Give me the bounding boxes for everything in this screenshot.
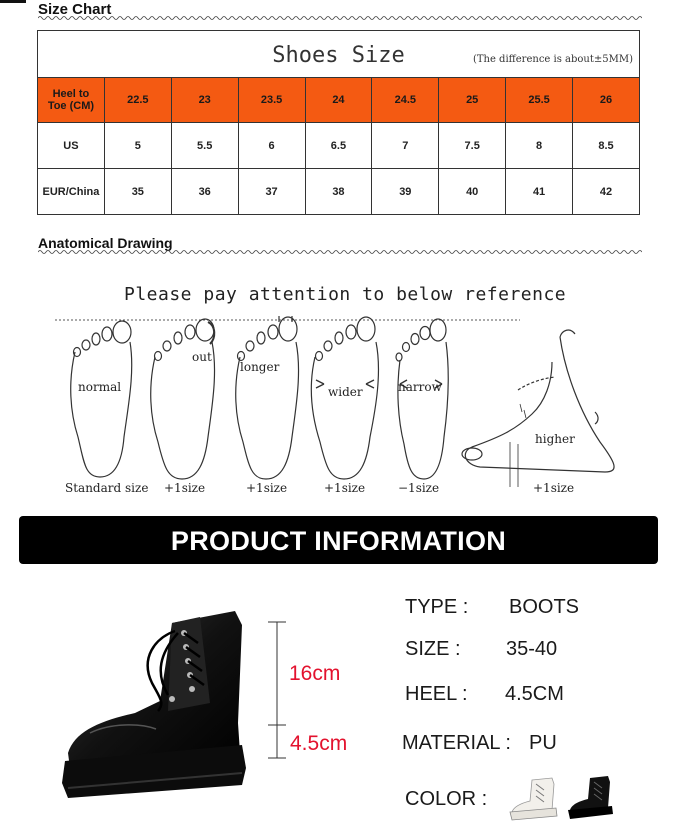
size-note-wider: +1size bbox=[324, 481, 366, 495]
table-cell: 24.5 bbox=[372, 78, 439, 123]
type-value: BOOTS bbox=[509, 596, 580, 618]
table-cell: 37 bbox=[238, 169, 305, 215]
table-cell: 7.5 bbox=[439, 123, 506, 169]
foot-label-higher: higher bbox=[535, 432, 575, 446]
table-cell: 23.5 bbox=[238, 78, 305, 123]
size-note-narrow: −1size bbox=[398, 481, 440, 495]
table-cell: 5.5 bbox=[171, 123, 238, 169]
shaft-height-label: 16cm bbox=[289, 662, 341, 685]
table-cell: 8.5 bbox=[573, 123, 640, 169]
table-cell: 41 bbox=[506, 169, 573, 215]
foot-label-normal: normal bbox=[78, 380, 122, 394]
table-cell: 36 bbox=[171, 169, 238, 215]
size-chart-wavy-rule bbox=[38, 15, 642, 21]
foot-label-out: out bbox=[192, 350, 212, 364]
material-value: PU bbox=[529, 732, 557, 754]
size-note-standard: Standard size bbox=[65, 481, 149, 495]
heel-label: HEEL : bbox=[405, 683, 468, 705]
heel-height-label: 4.5cm bbox=[290, 732, 348, 755]
size-chart-heading: Size Chart bbox=[38, 1, 112, 18]
foot-narrow bbox=[396, 319, 448, 479]
row-label: Heel to Toe (CM) bbox=[38, 78, 105, 123]
product-information-banner bbox=[19, 516, 658, 564]
black-boot-image bbox=[60, 603, 250, 808]
banner-title: PRODUCT INFORMATION bbox=[170, 526, 507, 556]
shoes-size-title: Shoes Size bbox=[272, 43, 405, 68]
difference-note: (The difference is about±5MM) bbox=[472, 54, 633, 65]
material-label: MATERIAL : bbox=[402, 732, 511, 754]
foot-higher bbox=[462, 330, 614, 487]
table-cell: 7 bbox=[372, 123, 439, 169]
table-cell: 26 bbox=[573, 78, 640, 123]
row-label: EUR/China bbox=[38, 169, 105, 215]
anatomical-wavy-rule bbox=[38, 249, 642, 255]
white-boot-swatch[interactable] bbox=[508, 776, 560, 822]
type-label: TYPE : bbox=[405, 596, 469, 618]
color-label: COLOR : bbox=[405, 788, 488, 810]
table-cell: 22.5 bbox=[104, 78, 171, 123]
table-cell: 38 bbox=[305, 169, 372, 215]
table-cell: 35 bbox=[104, 169, 171, 215]
table-cell: 6.5 bbox=[305, 123, 372, 169]
foot-label-narrow: narrow bbox=[398, 380, 442, 394]
row-label: US bbox=[38, 123, 105, 169]
us-row bbox=[38, 123, 640, 169]
table-cell: 24 bbox=[305, 78, 372, 123]
table-cell: 42 bbox=[573, 169, 640, 215]
eur-china-row bbox=[38, 169, 640, 215]
foot-longer bbox=[236, 316, 299, 479]
table-cell: 23 bbox=[171, 78, 238, 123]
table-cell: 40 bbox=[439, 169, 506, 215]
table-cell: 5 bbox=[104, 123, 171, 169]
table-cell: 8 bbox=[506, 123, 573, 169]
foot-label-longer: longer bbox=[240, 360, 280, 374]
heel-value: 4.5CM bbox=[505, 683, 564, 705]
size-note-higher: +1size bbox=[533, 481, 575, 495]
feet-illustration bbox=[40, 312, 640, 502]
table-cell: 25 bbox=[439, 78, 506, 123]
black-boot-swatch[interactable] bbox=[566, 774, 616, 822]
foot-normal bbox=[71, 321, 132, 477]
size-note-longer: +1size bbox=[246, 481, 288, 495]
anatomical-drawing-heading: Anatomical Drawing bbox=[38, 235, 173, 251]
table-cell: 6 bbox=[238, 123, 305, 169]
size-label: SIZE : bbox=[405, 638, 461, 660]
heel-to-toe-row bbox=[38, 78, 640, 123]
foot-label-wider: wider bbox=[328, 385, 363, 399]
reference-title: Please pay attention to below reference bbox=[124, 284, 567, 305]
table-cell: 25.5 bbox=[506, 78, 573, 123]
foot-out bbox=[151, 319, 215, 479]
size-table bbox=[37, 30, 640, 215]
dimension-bracket bbox=[258, 620, 288, 760]
corner-mark bbox=[0, 0, 26, 3]
size-value: 35-40 bbox=[506, 638, 558, 660]
table-cell: 39 bbox=[372, 169, 439, 215]
size-note-out: +1size bbox=[164, 481, 206, 495]
size-table-title-cell bbox=[38, 31, 640, 78]
